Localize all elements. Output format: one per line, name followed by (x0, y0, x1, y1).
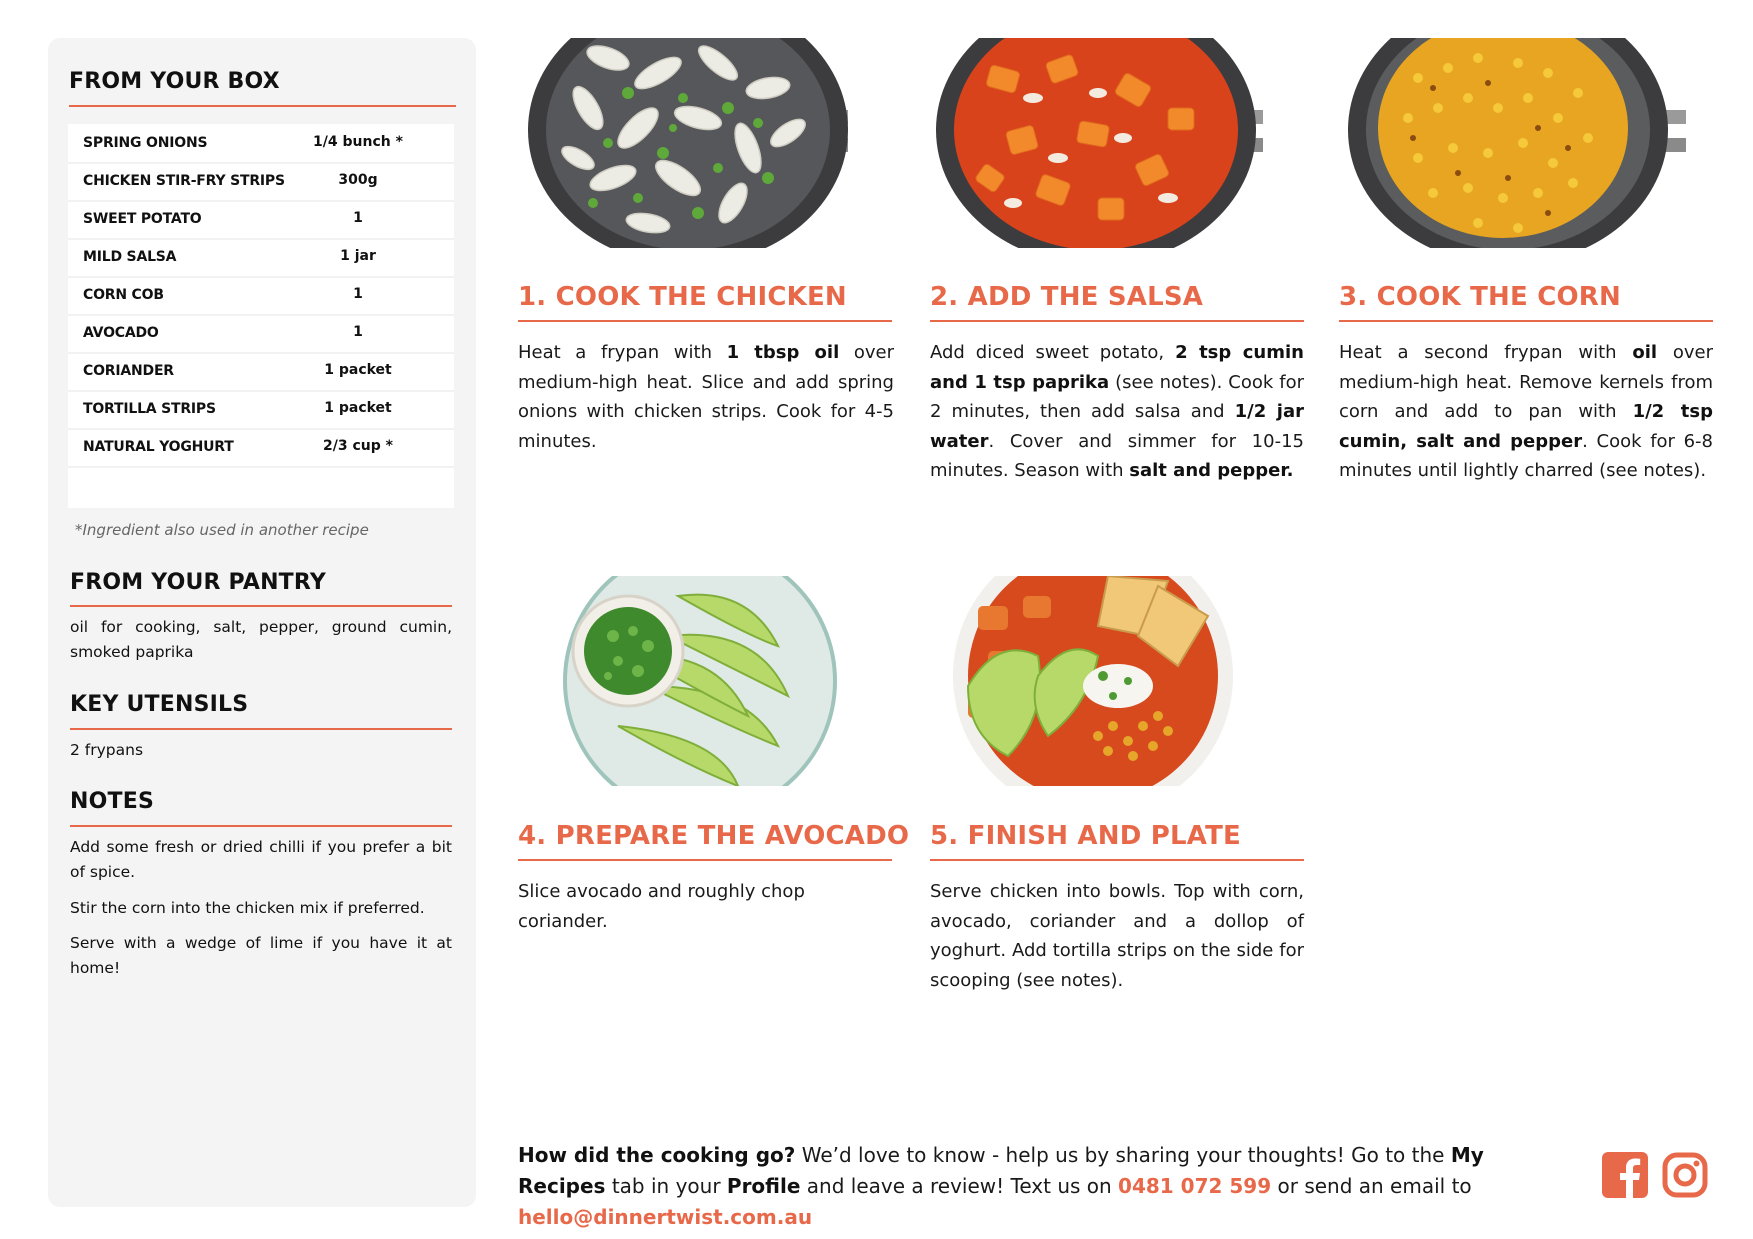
text-run: . Cook for 6-8 minutes until lightly charred (see notes). (1339, 430, 1713, 481)
text-run: Add diced sweet potato, (930, 342, 1176, 363)
section-divider (70, 728, 452, 730)
bold-text-run: Profile (726, 1174, 801, 1198)
chicken-pan-photo (518, 38, 878, 248)
note-item: Stir the corn into the chicken mix if preferred. (70, 899, 425, 917)
text-run: over medium-high heat. Slice and add spring onions with chicken strips. Cook for 4-5 minutes. (518, 342, 894, 452)
bold-text-run: How did the cooking go? (518, 1143, 796, 1167)
ingredient-row (68, 162, 454, 202)
ingredient-qty: 1 packet (324, 400, 392, 416)
ingredient-row (68, 124, 454, 164)
ingredient-row (68, 314, 454, 354)
bold-text-run: salt and pepper. (1129, 460, 1294, 481)
bold-text-run: My Recipes (518, 1143, 1484, 1198)
step-5-title: 5. FINISH AND PLATE (930, 821, 1241, 851)
email-link[interactable]: hello@dinnertwist.com.au (518, 1205, 813, 1229)
ingredient-table (68, 124, 454, 508)
pantry-title: FROM YOUR PANTRY (70, 570, 326, 595)
ingredient-row (68, 200, 454, 240)
facebook-icon[interactable] (1602, 1152, 1648, 1198)
salsa-pan-photo (928, 38, 1288, 248)
step-divider (518, 320, 892, 322)
corn-pan-photo (1338, 38, 1698, 248)
bold-text-run: 2 tsp cumin and 1 tsp paprika (930, 342, 1304, 393)
utensils-text: 2 frypans (70, 741, 144, 759)
step-5-text (930, 877, 1304, 995)
note-item: Serve with a wedge of lime if you have it at home! (70, 934, 452, 977)
text-run: Heat a second frypan with (1339, 342, 1633, 363)
step-2-text (930, 338, 1304, 486)
review-prompt (518, 1140, 1568, 1233)
utensils-title: KEY UTENSILS (70, 692, 249, 717)
ingredient-row (68, 390, 454, 430)
ingredients-sidebar (48, 38, 476, 1207)
ingredient-row (68, 238, 454, 278)
finished-bowl-photo (928, 576, 1288, 786)
ingredient-qty: 2/3 cup * (323, 438, 393, 454)
ingredient-name: CORN COB (83, 287, 164, 303)
text-run: tab in your (605, 1174, 727, 1198)
text-run: or send an email to (1271, 1174, 1472, 1198)
phone-link[interactable]: 0481 072 599 (1118, 1174, 1272, 1198)
avocado-bowl-photo (518, 576, 878, 786)
text-run: Heat a frypan with (518, 342, 727, 363)
ingredient-name: MILD SALSA (83, 249, 177, 265)
text-run: . Cover and simmer for 10-15 minutes. Season with (930, 430, 1304, 481)
pantry-text: oil for cooking, salt, pepper, ground cumin, smoked paprika (70, 618, 452, 661)
ingredient-qty: 1 (353, 324, 363, 340)
text-run: Serve chicken into bowls. Top with corn, avocado, coriander and a dollop of yoghurt. Add tortilla strips on the side for scooping (see notes). (930, 881, 1304, 991)
bold-text-run: 1 tbsp oil (726, 342, 840, 363)
section-divider (70, 825, 452, 827)
from-your-box-title: FROM YOUR BOX (69, 69, 280, 94)
text-run: (see notes). Cook for 2 minutes, then add salsa and (930, 371, 1304, 422)
ingredient-name: CHICKEN STIR-FRY STRIPS (83, 173, 285, 189)
step-1-title: 1. COOK THE CHICKEN (518, 282, 847, 312)
step-1-text (518, 338, 894, 456)
step-4-text (518, 877, 898, 936)
text-run: over medium-high heat. Remove kernels from corn and add to pan with (1339, 342, 1713, 422)
ingredient-name: CORIANDER (83, 363, 174, 379)
ingredient-qty: 1 jar (340, 248, 376, 264)
ingredient-name: TORTILLA STRIPS (83, 401, 216, 417)
step-2-title: 2. ADD THE SALSA (930, 282, 1204, 312)
note-item: Add some fresh or dried chilli if you prefer a bit of spice. (70, 838, 452, 881)
ingredient-name: SWEET POTATO (83, 211, 202, 227)
step-divider (518, 859, 892, 861)
ingredient-name: NATURAL YOGHURT (83, 439, 234, 455)
bold-text-run: oil (1632, 342, 1658, 363)
ingredient-qty: 1/4 bunch * (313, 134, 403, 150)
bold-text-run: 1/2 jar water (930, 401, 1304, 452)
ingredient-row (68, 428, 454, 468)
section-divider (70, 605, 452, 607)
text-run: Slice avocado and roughly chop coriander. (518, 881, 805, 932)
ingredient-qty: 1 (353, 210, 363, 226)
ingredient-qty: 1 packet (324, 362, 392, 378)
ingredient-qty: 1 (353, 286, 363, 302)
bold-text-run: 1/2 tsp cumin, salt and pepper (1339, 401, 1713, 452)
ingredient-row (68, 276, 454, 316)
notes-title: NOTES (70, 789, 154, 814)
step-3-title: 3. COOK THE CORN (1339, 282, 1621, 312)
ingredient-row (68, 352, 454, 392)
step-divider (1339, 320, 1713, 322)
shared-ingredient-footnote: *Ingredient also used in another recipe (75, 521, 369, 539)
step-4-title: 4. PREPARE THE AVOCADO (518, 821, 910, 851)
instagram-icon[interactable] (1662, 1152, 1708, 1198)
step-divider (930, 859, 1304, 861)
ingredient-qty: 300g (338, 172, 378, 188)
ingredient-name: AVOCADO (83, 325, 159, 341)
step-3-text (1339, 338, 1713, 486)
text-run: We’d love to know - help us by sharing your thoughts! Go to the (795, 1143, 1451, 1167)
ingredient-name: SPRING ONIONS (83, 135, 208, 151)
text-run: and leave a review! Text us on (800, 1174, 1119, 1198)
step-divider (930, 320, 1304, 322)
section-divider (69, 105, 456, 107)
